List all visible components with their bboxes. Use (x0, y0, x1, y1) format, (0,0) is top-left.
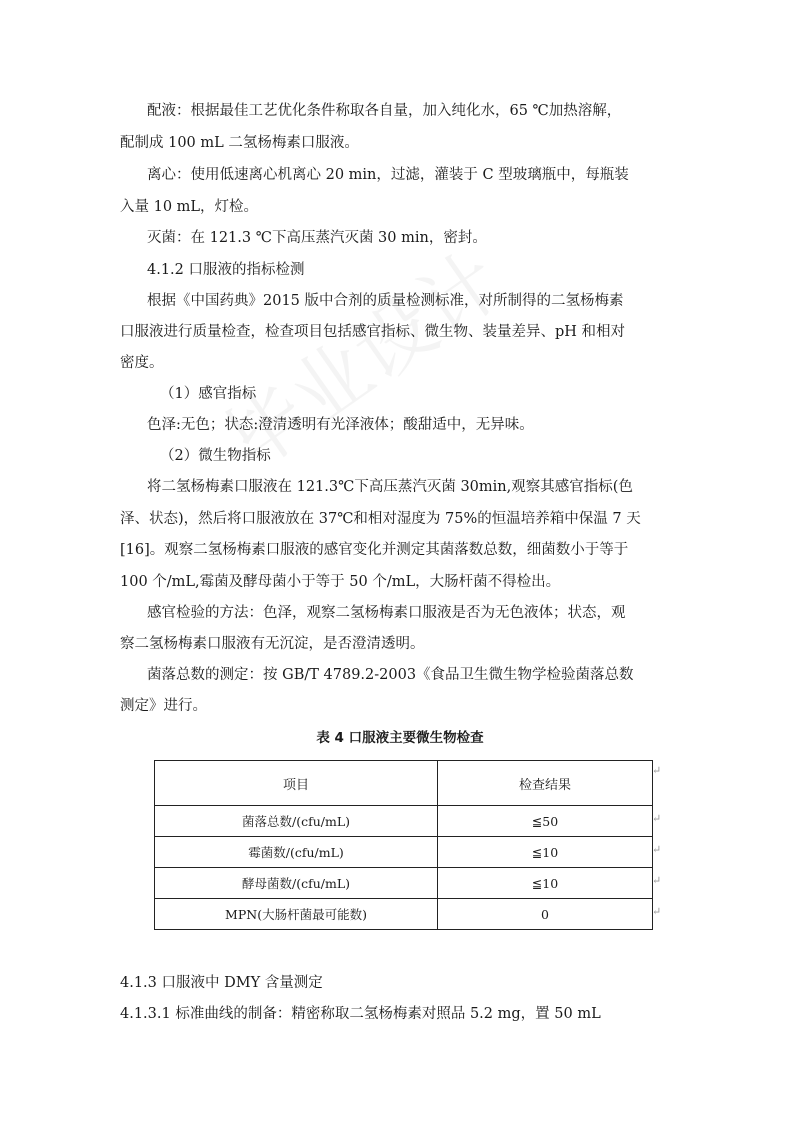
table-row (155, 806, 653, 837)
paragraph-line: 察二氢杨梅素口服液有无沉淀，是否澄清透明。 (120, 636, 425, 652)
table-row (155, 899, 653, 930)
section-heading: 4.1.2 口服液的指标检测 (147, 262, 305, 278)
paragraph-line: 配制成 100 mL 二氢杨梅素口服液。 (120, 135, 359, 151)
paragraph-line: 离心：使用低速离心机离心 20 min，过滤，灌装于 C 型玻璃瓶中，每瓶装 (147, 167, 629, 183)
paragraph-line: 感官检验的方法：色泽，观察二氢杨梅素口服液是否为无色液体；状态，观 (147, 605, 626, 621)
section-heading: 4.1.3 口服液中 DMY 含量测定 (120, 975, 323, 991)
microbe-table (154, 760, 653, 930)
table-cell: ≦10 (438, 868, 653, 899)
paragraph-line: 色泽:无色；状态:澄清透明有光泽液体；酸甜适中，无异味。 (147, 417, 534, 433)
paragraph-line: 100 个/mL,霉菌及酵母菌小于等于 50 个/mL，大肠杆菌不得检出。 (120, 574, 561, 590)
table-header-row (155, 761, 653, 806)
table-cell: MPN(大肠杆菌最可能数) (155, 899, 438, 930)
table-caption: 表 4 口服液主要微生物检查 (316, 730, 484, 746)
paragraph-line: 入量 10 mL，灯检。 (120, 199, 259, 215)
table-cell: ≦50 (438, 806, 653, 837)
row-end-mark-icon: ↵ (652, 764, 662, 777)
paragraph-line: 密度。 (120, 355, 164, 371)
table-cell: 酵母菌数/(cfu/mL) (155, 868, 438, 899)
table-header-cell: 检查结果 (438, 761, 653, 806)
paragraph-line: 根据《中国药典》2015 版中合剂的质量检测标准，对所制得的二氢杨梅素 (147, 293, 624, 309)
table-cell: 霉菌数/(cfu/mL) (155, 837, 438, 868)
paragraph-line: 配液：根据最佳工艺优化条件称取各自量，加入纯化水，65 ℃加热溶解， (147, 103, 622, 119)
row-end-mark-icon: ↵ (652, 874, 662, 887)
paragraph-line: 将二氢杨梅素口服液在 121.3℃下高压蒸汽灭菌 30min,观察其感官指标(色 (147, 479, 633, 495)
table-cell: 菌落总数/(cfu/mL) (155, 806, 438, 837)
table-cell: 0 (438, 899, 653, 930)
paragraph-line: 口服液进行质量检查，检查项目包括感官指标、微生物、装量差异、pH 和相对 (120, 324, 626, 340)
paragraph-line: 泽、状态)，然后将口服液放在 37℃和相对湿度为 75%的恒温培养箱中保温 7 天 (120, 511, 641, 527)
row-end-mark-icon: ↵ (652, 843, 662, 856)
row-end-mark-icon: ↵ (652, 905, 662, 918)
paragraph-line: 灭菌：在 121.3 ℃下高压蒸汽灭菌 30 min，密封。 (147, 230, 487, 246)
table-row (155, 868, 653, 899)
subheading: （2）微生物指标 (160, 448, 271, 464)
table-row (155, 837, 653, 868)
subheading: （1）感官指标 (160, 386, 257, 402)
row-end-mark-icon: ↵ (652, 812, 662, 825)
paragraph-line: [16]。观察二氢杨梅素口服液的感官变化并测定其菌落数总数，细菌数小于等于 (120, 542, 629, 558)
paragraph-line: 菌落总数的测定：按 GB/T 4789.2-2003《食品卫生微生物学检验菌落总数 (147, 667, 634, 683)
table-cell: ≦10 (438, 837, 653, 868)
table-header-cell: 项目 (155, 761, 438, 806)
paragraph-line: 测定》进行。 (120, 698, 207, 714)
paragraph-line: 4.1.3.1 标准曲线的制备：精密称取二氢杨梅素对照品 5.2 mg，置 50 mL (120, 1006, 601, 1022)
